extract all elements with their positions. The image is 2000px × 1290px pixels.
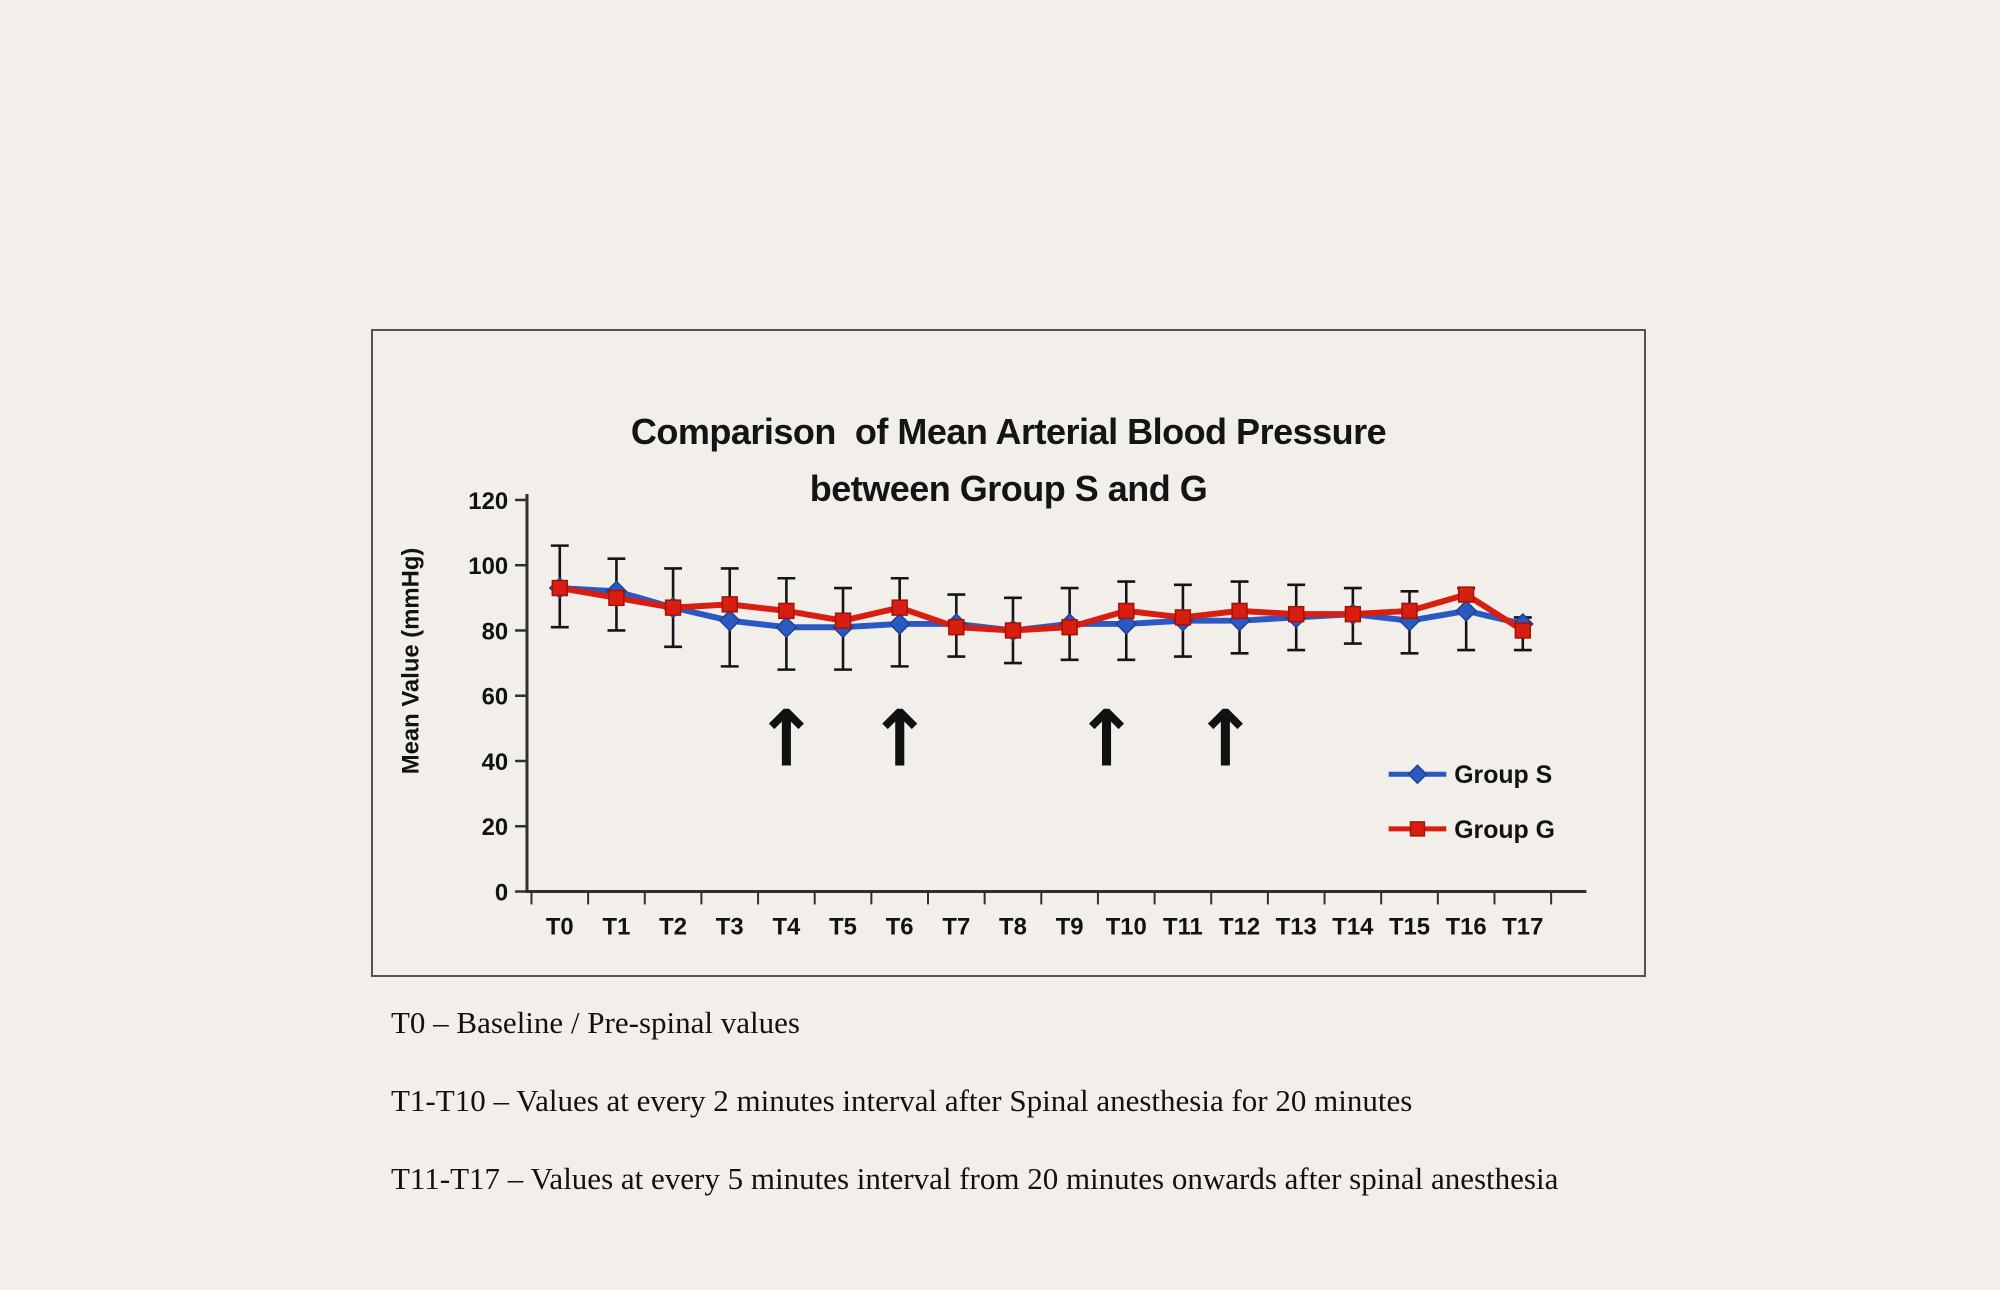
x-tick-label: T0	[545, 913, 574, 941]
x-tick-label: T4	[772, 913, 801, 941]
marker-square	[949, 620, 964, 635]
marker-square	[779, 603, 794, 618]
y-tick-label: 80	[481, 618, 509, 646]
up-arrow: ↑	[867, 694, 933, 785]
x-tick-label: T17	[1502, 913, 1544, 941]
marker-square	[1175, 610, 1190, 625]
marker-diamond	[720, 611, 740, 631]
x-tick-label: T3	[715, 913, 744, 941]
x-tick-label: T7	[942, 913, 971, 941]
marker-square	[1232, 603, 1247, 618]
up-arrow: ↑	[753, 694, 819, 785]
x-tick-label: T9	[1055, 913, 1084, 941]
marker-diamond	[776, 617, 796, 637]
y-tick-label: 0	[494, 879, 509, 907]
x-tick-label: T14	[1332, 913, 1374, 941]
up-arrow: ↑	[1192, 694, 1258, 785]
footnotes	[391, 1006, 1791, 1240]
x-tick-label: T1	[602, 913, 631, 941]
y-tick-label: 60	[481, 683, 509, 711]
marker-square	[1119, 603, 1134, 618]
legend-marker-diamond	[1409, 765, 1427, 783]
chart-title-line2: between Group S and G	[809, 468, 1208, 509]
x-tick-label: T6	[885, 913, 914, 941]
chart-title-line1: Comparison of Mean Arterial Blood Pressure	[630, 411, 1387, 452]
x-tick-label: T16	[1445, 913, 1487, 941]
x-tick-label: T15	[1388, 913, 1431, 941]
y-tick-label: 120	[468, 487, 509, 515]
y-tick-label: 40	[481, 748, 509, 776]
up-arrow: ↑	[1073, 694, 1139, 785]
marker-square	[1006, 623, 1021, 638]
marker-square	[666, 600, 681, 615]
footnote-t11-t17: T11-T17 – Values at every 5 minutes interval from 20 minutes onwards after spinal anesthesia	[391, 1161, 1559, 1196]
x-tick-label: T2	[659, 913, 687, 941]
legend-label: Group G	[1454, 816, 1555, 844]
legend-label: Group S	[1454, 762, 1553, 790]
marker-square	[609, 590, 624, 605]
marker-diamond	[890, 614, 910, 634]
x-tick-label: T11	[1163, 913, 1203, 941]
marker-square	[1062, 620, 1077, 635]
y-tick-label: 100	[468, 553, 509, 581]
y-tick-label: 20	[481, 814, 509, 842]
y-axis-title: Mean Value (mmHg)	[397, 547, 425, 775]
marker-square	[552, 581, 567, 596]
marker-square	[1345, 607, 1360, 622]
footnote-t1-t10: T1-T10 – Values at every 2 minutes interval after Spinal anesthesia for 20 minutes	[391, 1083, 1413, 1118]
marker-square	[836, 613, 851, 628]
marker-square	[1402, 603, 1417, 618]
marker-square	[722, 597, 737, 612]
footnote-t0: T0 – Baseline / Pre-spinal values	[391, 1005, 800, 1040]
chart-frame	[371, 329, 1646, 977]
marker-square	[1515, 623, 1530, 638]
series-line-group-s	[560, 588, 1523, 630]
x-tick-label: T8	[999, 913, 1027, 941]
marker-square	[892, 600, 907, 615]
chart-title	[373, 403, 1644, 517]
x-tick-label: T13	[1275, 913, 1317, 941]
x-tick-label: T10	[1105, 913, 1147, 941]
x-tick-label: T5	[829, 913, 857, 941]
x-tick-label: T12	[1219, 913, 1261, 941]
marker-diamond	[1456, 601, 1476, 621]
marker-square	[1459, 587, 1474, 602]
series-line-group-g	[560, 588, 1523, 630]
marker-square	[1289, 607, 1304, 622]
legend-marker-square	[1411, 822, 1425, 836]
